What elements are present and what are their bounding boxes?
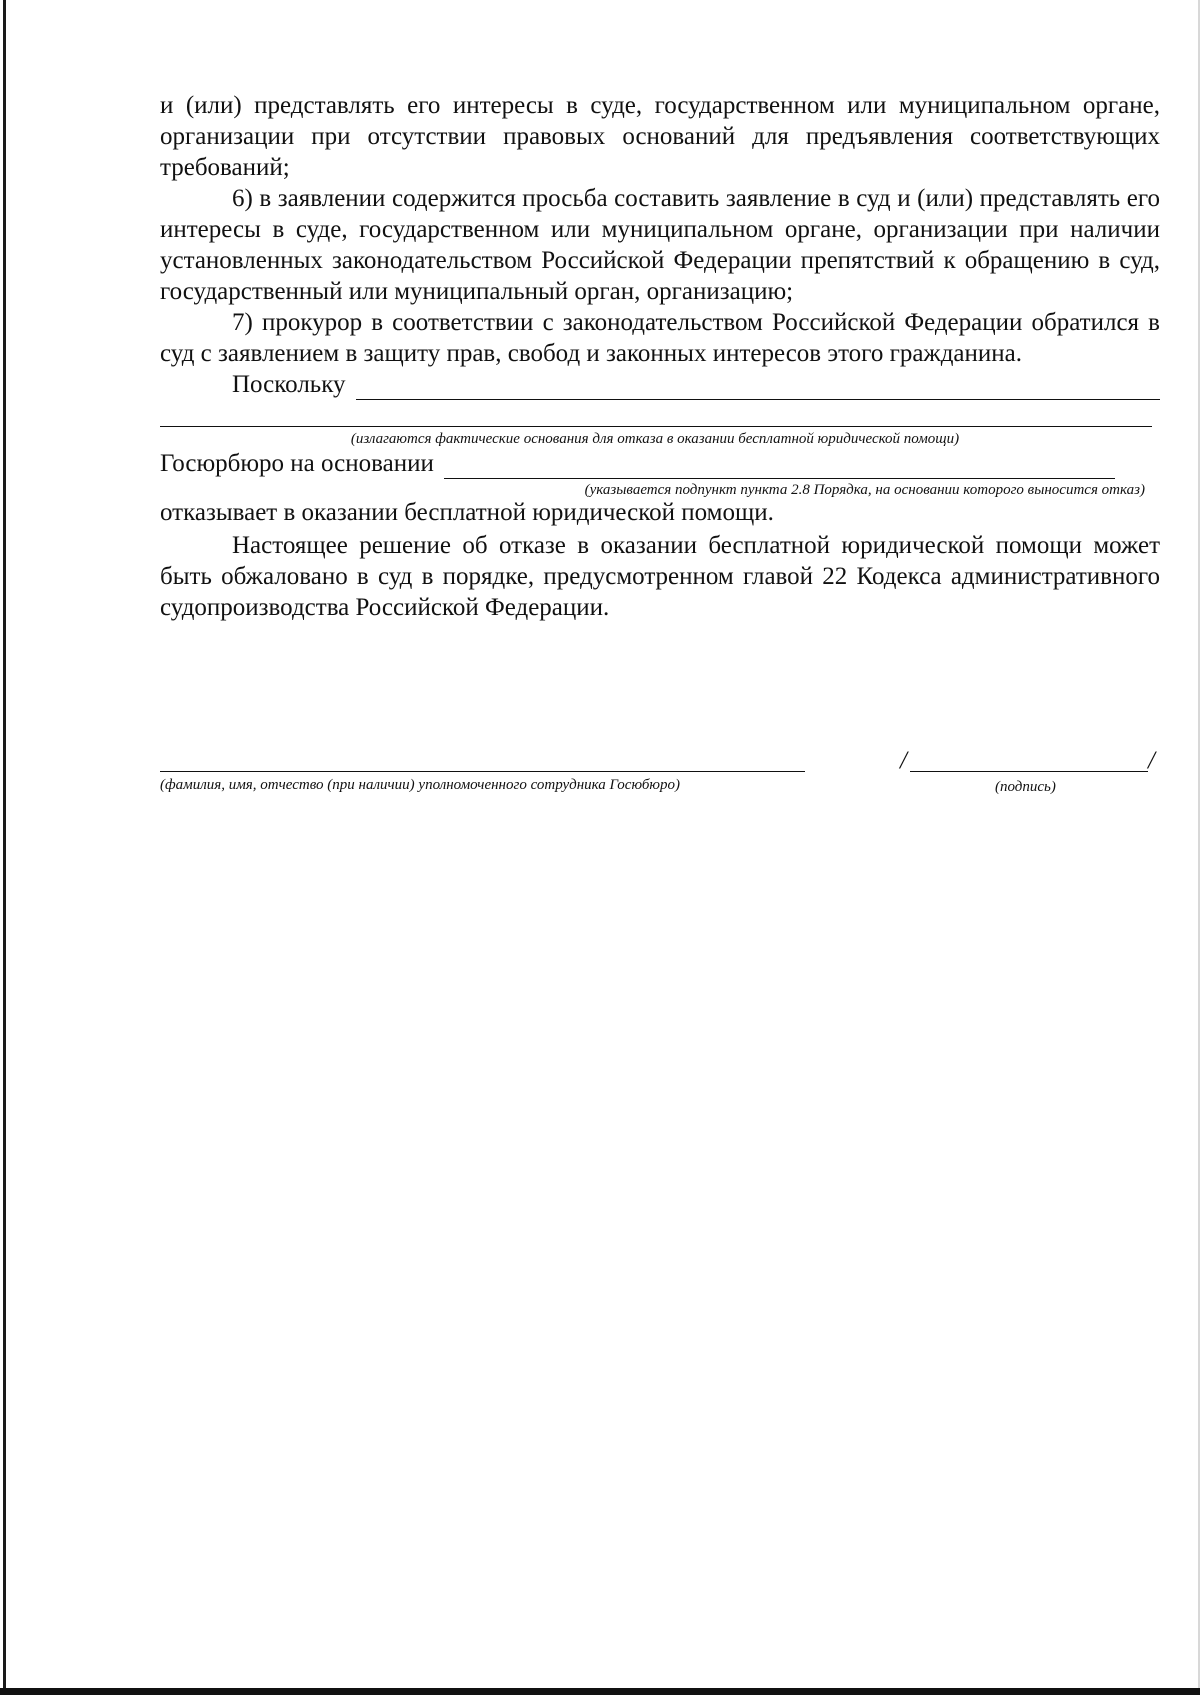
fio-fill-line[interactable] xyxy=(160,771,805,772)
since-label: Поскольку xyxy=(232,371,346,398)
signature-fill-line[interactable] xyxy=(910,771,1148,772)
basis-fill-line[interactable] xyxy=(444,454,1115,479)
signature-slash-right: / xyxy=(1148,747,1155,774)
document-body xyxy=(160,90,1160,623)
since-fill-line-2[interactable] xyxy=(160,400,1152,427)
fio-caption: (фамилия, имя, отчество (при наличии) уполномоченного сотрудника Госюбюро) xyxy=(160,777,680,793)
scan-edge-left xyxy=(3,0,6,1690)
signature-caption: (подпись) xyxy=(995,779,1056,795)
basis-note: (указывается подпункт пункта 2.8 Порядка, на основании которого выносится отказ) xyxy=(584,482,1145,498)
signature-slash-left: / xyxy=(900,747,907,774)
scan-edge-bottom xyxy=(0,1688,1200,1695)
since-fill-line[interactable] xyxy=(356,375,1161,400)
signature-block xyxy=(160,745,1160,805)
since-note: (излагаются фактические основания для отказа в оказании бесплатной юридической помощи) xyxy=(350,431,960,447)
paragraph-continuation: и (или) представлять его интересы в суде, государственном или муниципальном органе, организации при отсутствии правовых оснований для предъявления соответствующих требований; xyxy=(160,92,1160,181)
since-field-row xyxy=(160,369,1160,400)
refusal-text: отказывает в оказании бесплатной юридической помощи. xyxy=(160,499,774,526)
paragraph-item-7: 7) прокурор в соответствии с законодательством Российской Федерации обратился в суд с заявлением в защиту прав, свобод и законных интересов этого гражданина. xyxy=(160,309,1160,367)
basis-label: Госюрбюро на основании xyxy=(160,450,434,477)
basis-field-row xyxy=(160,448,1115,479)
appeal-paragraph: Настоящее решение об отказе в оказании бесплатной юридической помощи может быть обжаловано в суд в порядке, предусмотренном главой 22 Кодекса административного судопроизводства Российской Федерации. xyxy=(160,532,1160,621)
paragraph-item-6: 6) в заявлении содержится просьба составить заявление в суд и (или) представлять его интересы в суде, государственном или муниципальном органе, организации при наличии установленных законодательством Российской Федерации препятствий к обращению в суд, государственный или муниципальный орган, организацию; xyxy=(160,185,1160,305)
